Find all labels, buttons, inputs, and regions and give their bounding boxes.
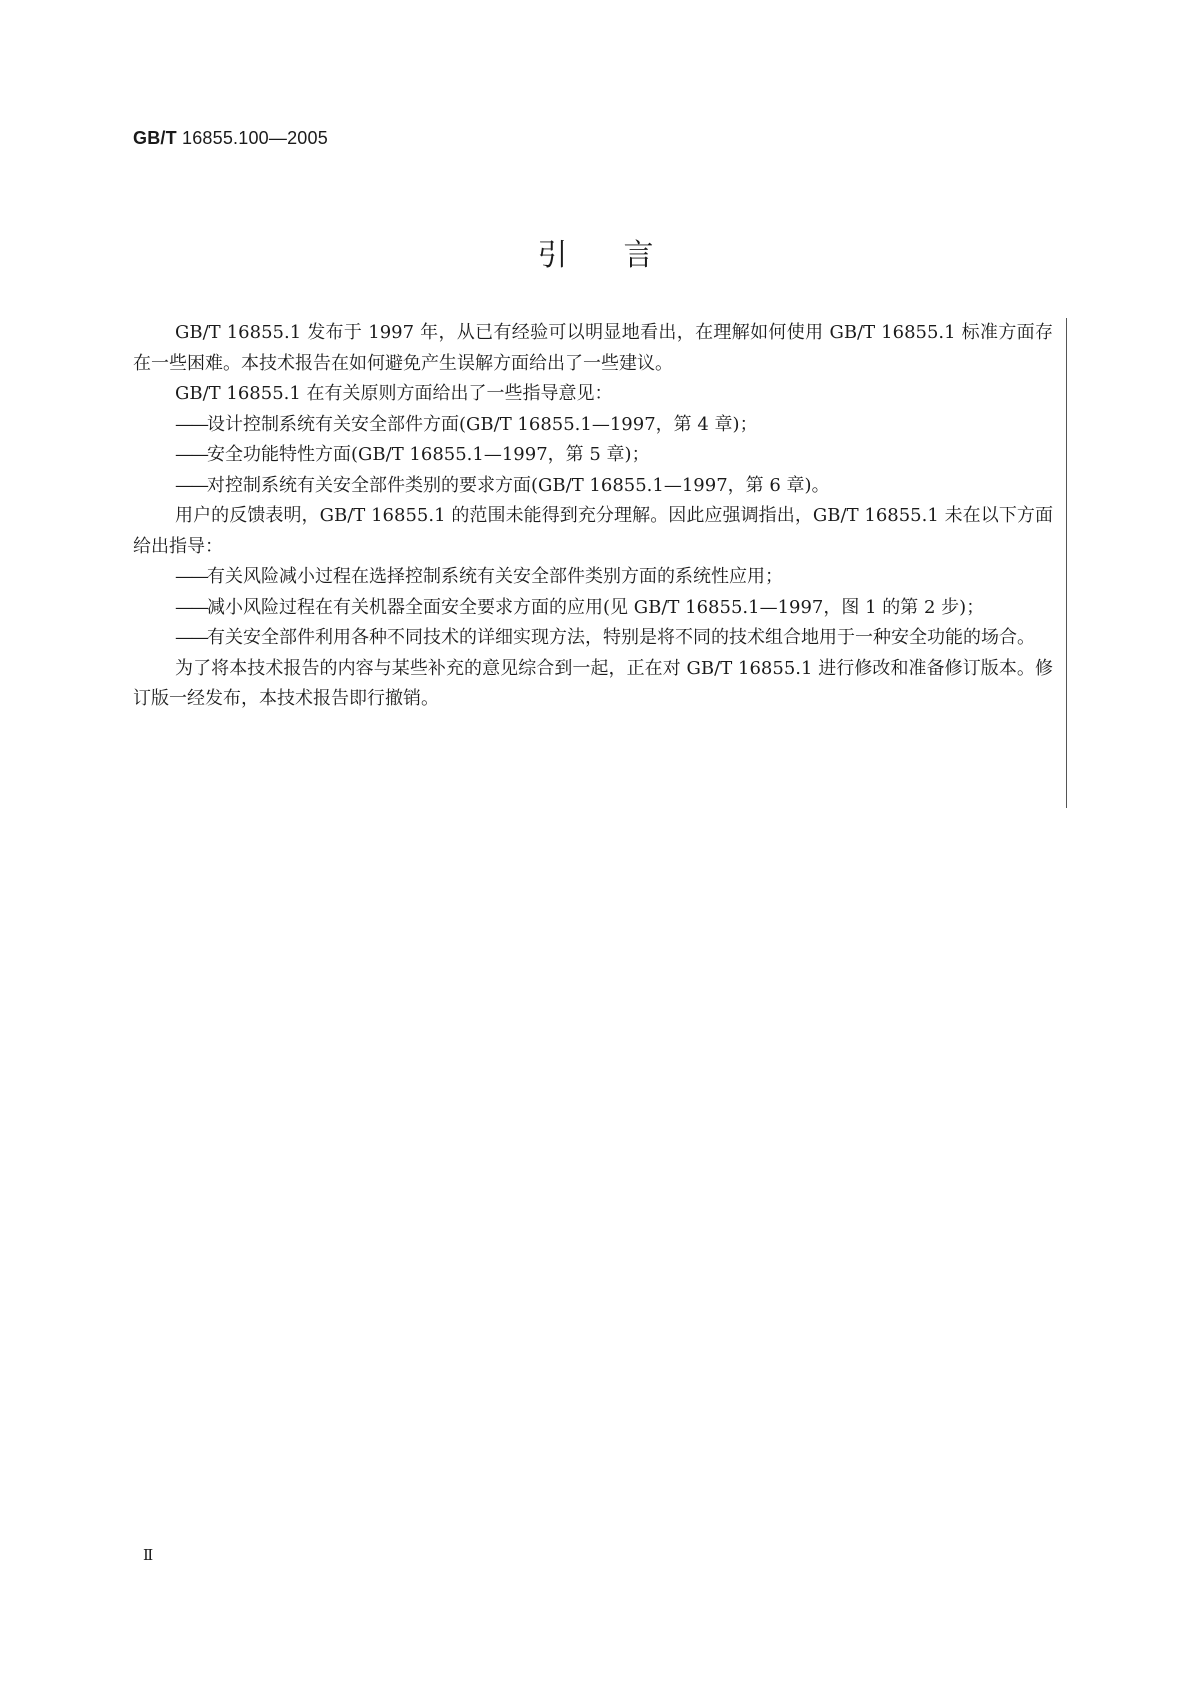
list-item: —— 减小风险过程在有关机器全面安全要求方面的应用(见 GB/T 16855.1—1997，图 1 的第 2 步)； — [133, 593, 1053, 624]
document-code-prefix: GB/T — [133, 128, 177, 148]
paragraph: GB/T 16855.1 发布于 1997 年，从已有经验可以明显地看出，在理解如何使用 GB/T 16855.1 标准方面存在一些困难。本技术报告在如何避免产生误解方面给出了一些建议。 — [133, 322, 1053, 374]
page-title: 引言 — [537, 238, 710, 273]
list-item: —— 安全功能特性方面(GB/T 16855.1—1997，第 5 章)； — [133, 440, 1053, 471]
paragraph: GB/T 16855.1 在有关原则方面给出了一些指导意见： — [175, 383, 613, 404]
paragraph: 用户的反馈表明，GB/T 16855.1 的范围未能得到充分理解。因此应强调指出，GB/T 16855.1 未在以下方面给出指导： — [133, 505, 1053, 557]
list-item: —— 设计控制系统有关安全部件方面(GB/T 16855.1—1997，第 4 章)； — [133, 410, 1053, 441]
list-item: —— 有关风险减小过程在选择控制系统有关安全部件类别方面的系统性应用； — [133, 562, 1053, 593]
change-bar — [1066, 318, 1067, 808]
paragraph: 为了将本技术报告的内容与某些补充的意见综合到一起，正在对 GB/T 16855.1 进行修改和准备修订版本。修订版一经发布，本技术报告即行撤销。 — [133, 657, 1053, 709]
document-code — [133, 128, 328, 149]
page-number: Ⅱ — [143, 1546, 154, 1564]
list-item: —— 对控制系统有关安全部件类别的要求方面(GB/T 16855.1—1997，第 6 章)。 — [133, 471, 1053, 502]
introduction-body — [133, 318, 1053, 715]
document-code-number: 16855.100—2005 — [176, 128, 328, 148]
list-item: —— 有关安全部件利用各种不同技术的详细实现方法，特别是将不同的技术组合地用于一种安全功能的场合。 — [133, 623, 1053, 654]
